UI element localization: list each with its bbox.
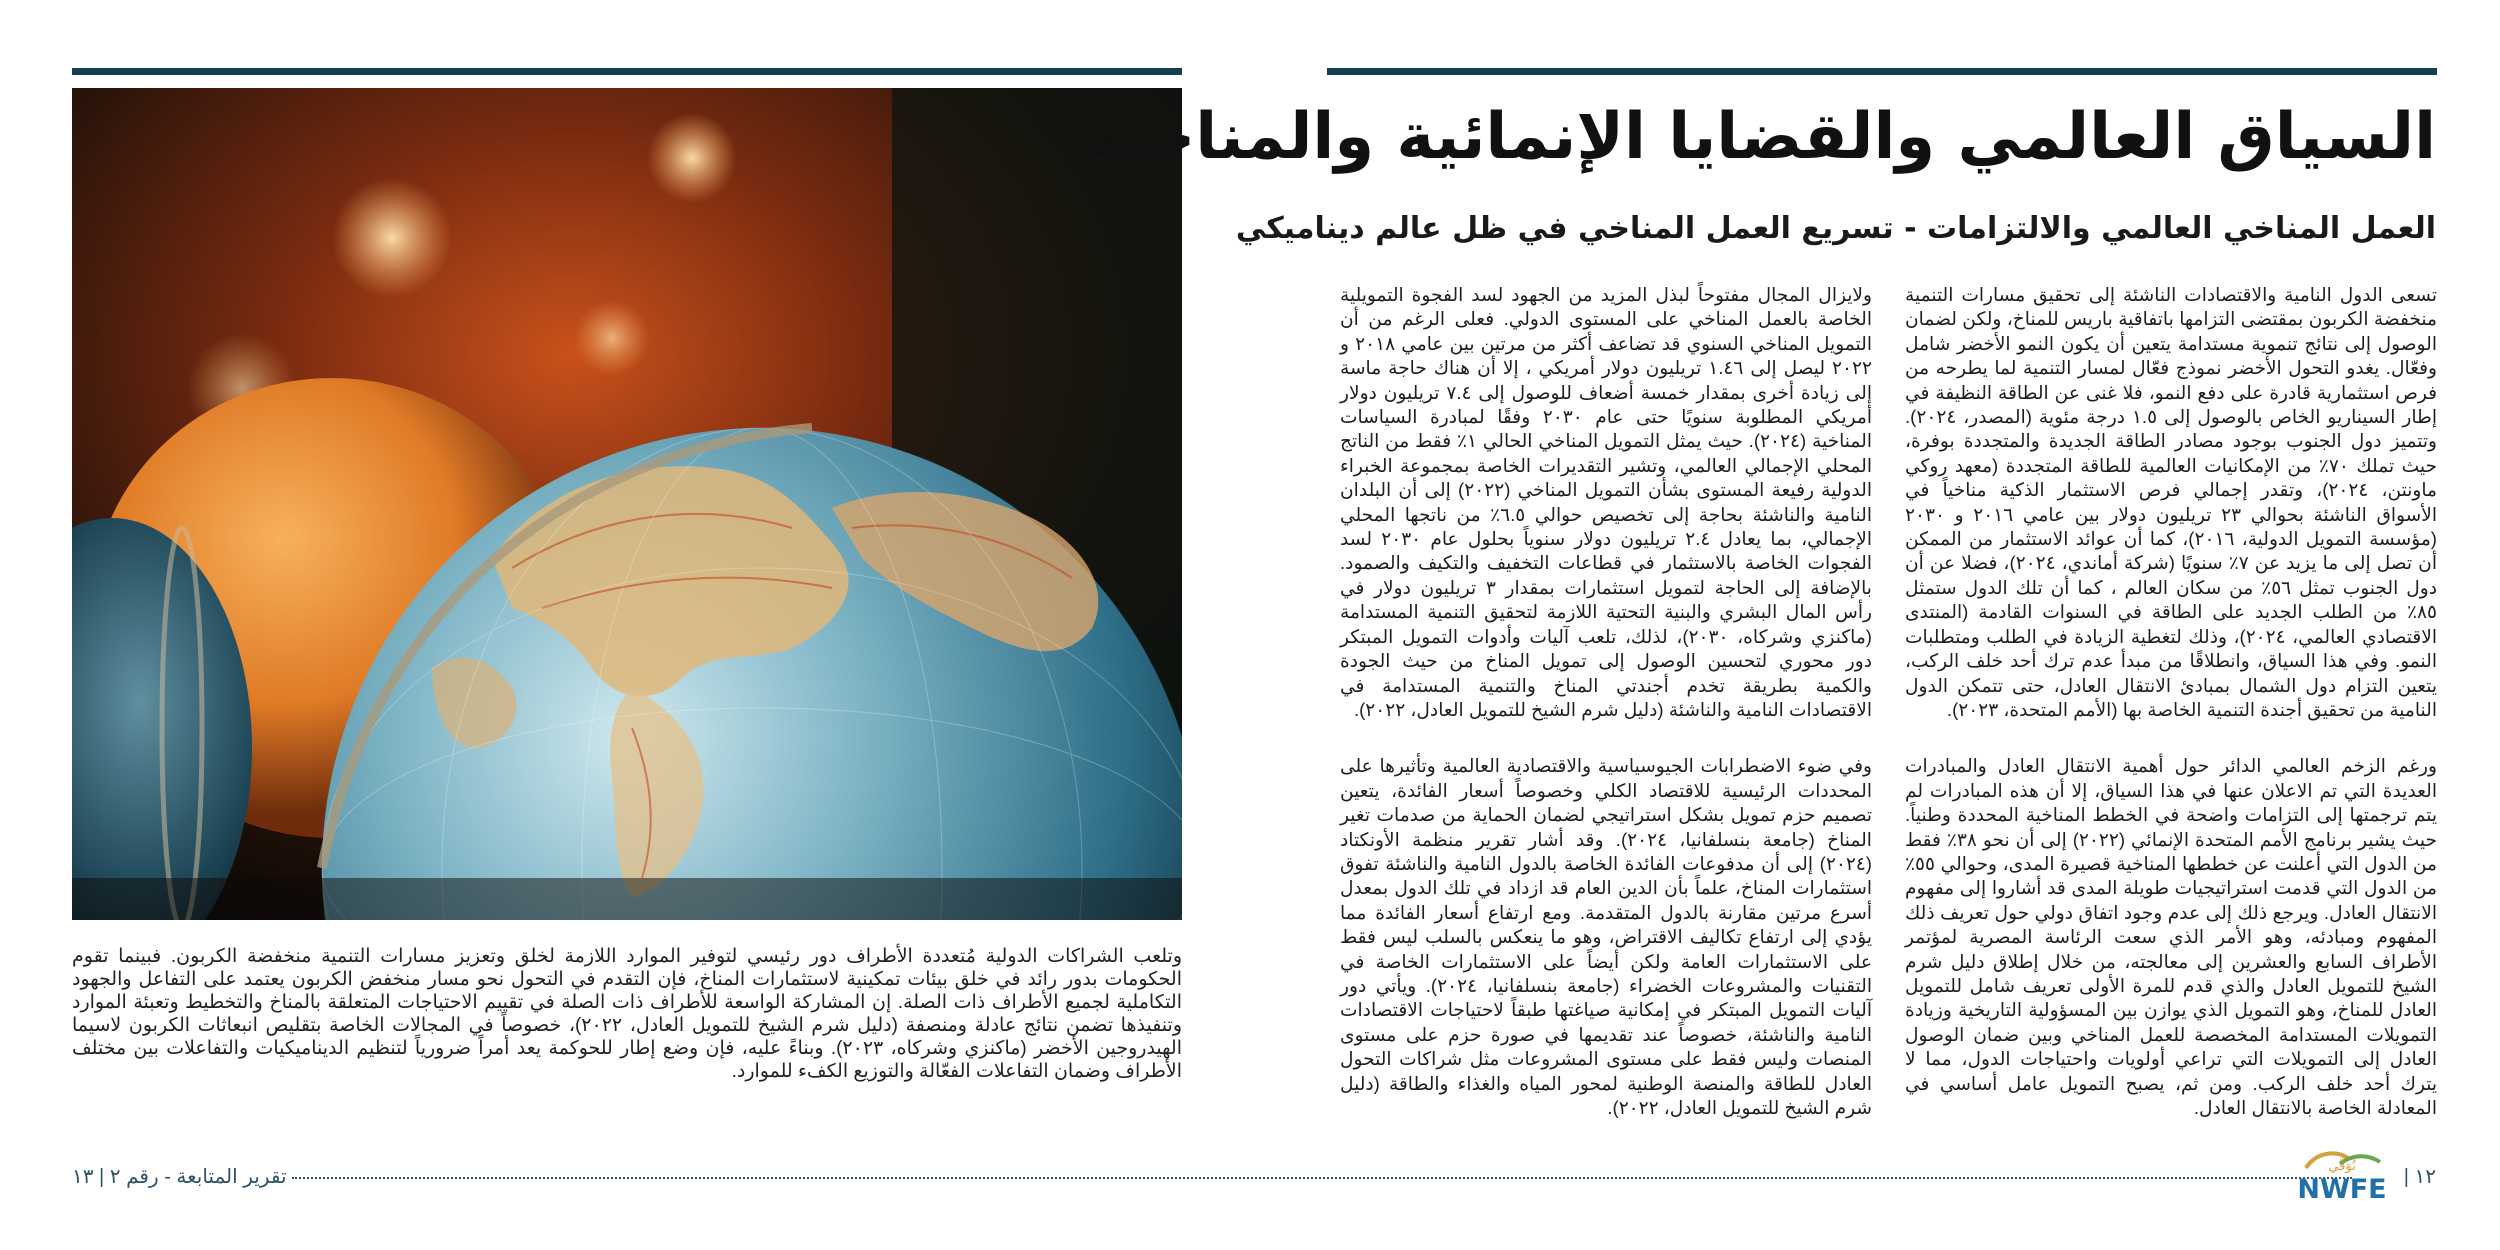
logo-text: NWFE	[2297, 1174, 2387, 1205]
globe-photo	[72, 88, 1182, 920]
paragraph: ولايزال المجال مفتوحاً لبذل المزيد من الجهود لسد الفجوة التمويلية الخاصة بالعمل المناخي على المستوى الدولي. فعلى الرغم من أن التمويل المناخي السنوي قد تضاعف أكثر من مرتين بين عامي ٢٠١٨ و ٢٠٢٢ ليصل إلى ١.٤٦ تريليون دولار أمريكي ، إلا أن هناك حاجة ماسة إلى زيادة أخرى بمقدار خمسة أضعاف للوصول إلى ٧.٤ تريليون دولار أمريكي المطلوبة سنويًا حتى عام ٢٠٣٠ وفقًا لمبادرة السياسات المناخية (٢٠٢٤). حيث يمثل التمويل المناخي الحالي ١٪ فقط من الناتج المحلي الإجمالي العالمي، وتشير التقديرات الخاصة بمجموعة الخبراء الدولية رفيعة المستوى بشأن التمويل المناخي (٢٠٢٢) إلى أن البلدان النامية والناشئة بحاجة إلى تخصيص حوالي ٦.٥٪ من ناتجها المحلي الإجمالي، بما يعادل ٢.٤ تريليون دولار سنوياً بحلول عام ٢٠٣٠ لسد الفجوات الخاصة بالاستثمار في قطاعات التخفيف والتكيف والصمود. بالإضافة إلى الحاجة لتمويل استثمارات بمقدار ٣ تريليون دولار في رأس المال البشري والبنية التحتية اللازمة لتحقيق التنمية المستدامة (ماكنزي وشركاه، ٢٠٣٠)، لذلك، تلعب آليات وأدوات التمويل المبتكر دور محوري لتحسين الوصول إلى تمويل المناخ من حيث الجودة والكمية بطريقة تخدم أجندتي المناخ والتنمية المستدامة في الاقتصادات النامية والناشئة (دليل شرم الشيخ للتمويل العادل، ٢٠٢٢).	[1340, 284, 1873, 720]
footer-divider	[292, 1177, 2352, 1179]
nwfe-logo	[2296, 1148, 2388, 1206]
paragraph: تسعى الدول النامية والاقتصادات الناشئة إلى تحقيق مسارات التنمية منخفضة الكربون بمقتضى التزامها باتفاقية باريس للمناخ، ولكن لضمان الوصول إلى نتائج تنموية مستدامة يتعين أن يكون النمو الأخضر شامل وفعّال. يغدو التحول الأخضر نموذج فعّال لمسار التنمية لما يطرحه من فرص استثمارية قادرة على دفع النمو، فلا غنى عن الطاقة النظيفة في إطار السيناريو الخاص بالوصول إلى ١.٥ درجة مئوية (المصدر، ٢٠٢٤). وتتميز دول الجنوب بوجود مصادر الطاقة الجديدة والمتجددة بوفرة، حيث تملك ٧٠٪ من الإمكانيات العالمية للطاقة المتجددة (معهد روكي ماونتن، ٢٠٢٤)، وتقدر إجمالي فرص الاستثمار الذكية مناخياً في الأسواق الناشئة بحوالي ٢٣ تريليون دولار بين عامي ٢٠١٦ و ٢٠٣٠ (مؤسسة التمويل الدولية، ٢٠١٦)، كما أن عوائد الاستثمار من الممكن أن تصل إلى ما يزيد عن ٧٪ سنويًا (شركة أماندي، ٢٠٢٤)، فضلا عن أن دول الجنوب تمثل ٥٦٪ من سكان العالم ، كما أن تلك الدول ستمثل ٨٥٪ من الطلب الجديد على الطاقة في السنوات القادمة (المنتدى الاقتصادي العالمي، ٢٠٢٤)، وذلك لتغطية الزيادة في الطلب ومتطلبات النمو. وفي هذا السياق، وانطلاقًا من مبدأ عدم ترك أحد خلف الركب، يتعين التزام دول الشمال بمبادئ الانتقال العادل، حتى تتمكن الدول النامية من تحقيق أجندة التنمية الخاصة بها (الأمم المتحدة، ٢٠٢٣).	[1905, 284, 2438, 720]
logo-arabic-text: نُوَفّي	[2328, 1159, 2356, 1174]
text-column-left	[1340, 283, 1872, 1152]
text-column-right	[1905, 283, 2437, 1152]
image-caption: وتلعب الشراكات الدولية مُتعددة الأطراف دور رئيسي لتوفير الموارد اللازمة لخلق وتعزيز مسارات التنمية منخفضة الكربون. فبينما تقوم الحكومات بدور رائد في خلق بيئات تمكينية لاستثمارات المناخ، فإن التقدم في التحول نحو مسار منخفض الكربون يعتمد على التفاعل والجهود التكاملية لجميع الأطراف ذات الصلة. إن المشاركة الواسعة للأطراف ذات الصلة في تقييم الاحتياجات المتعلقة بالمناخ والتخطيط وتعبئة الموارد وتنفيذها تضمن نتائج عادلة ومنصفة (دليل شرم الشيخ للتمويل العادل، ٢٠٢٢)، خصوصاً في المجالات الخاصة بتقليص انبعاثات الكربون لاسيما الهيدروجين الأخضر (ماكنزي وشركاه، ٢٠٢٣). وبناءً عليه، فإن وضع إطار للحوكمة يعد أمراً ضرورياً لتنظيم الديناميكيات والتفاعلات بين مختلف الأطراف وضمان التفاعلات الفعّالة والتوزيع الكفء للموارد.	[72, 946, 1182, 1082]
page-title: السياق العالمي والقضايا الإنمائية والمناخية	[1084, 100, 2436, 174]
paragraph: ورغم الزخم العالمي الدائر حول أهمية الانتقال العادل والمبادرات العديدة التي تم الاعلان عنها في هذا السياق، إلا أن هذه المبادرات لم يتم ترجمتها إلى التزامات واضحة في الخطط المناخية المحددة وطنياً. حيث يشير برنامج الأمم المتحدة الإنمائي (٢٠٢٢) إلى أن نحو ٣٨٪ فقط من الدول التي أعلنت عن خططها المناخية قصيرة المدى، وحوالي ٥٥٪ من الدول التي قدمت استراتيجيات طويلة المدى قد أشاروا إلى مفهوم الانتقال العادل. ويرجع ذلك إلى عدم وجود اتفاق دولي حول تعريف ذلك المفهوم ومبادئه، وهو الأمر الذي سعت الرئاسة المصرية لمؤتمر الأطراف السابع والعشرين إلى معالجته، من خلال إطلاق دليل شرم الشيخ للتمويل العادل والذي قدم للمرة الأولى تعريف شامل للتمويل العادل للمناخ، وهو التمويل الذي يوازن بين المسؤولية التاريخية وزيادة التمويلات المستدامة المخصصة للعمل المناخي وبين ضمان الوصول العادل إلى التمويلات التي تراعي أولويات واحتياجات الدول، مما لا يترك أحد خلف الركب. ومن ثم، يصبح التمويل عامل أساسي في المعادلة الخاصة بالانتقال العادل.	[1905, 755, 2437, 1118]
footer-page-number-right: | ١٢	[2403, 1166, 2436, 1188]
paragraph: وفي ضوء الاضطرابات الجيوسياسية والاقتصادية العالمية وتأثيرها على المحددات الرئيسية للاقتصاد الكلي وخصوصاً أسعار الفائدة، يتعين تصميم حزم تمويل بشكل استراتيجي لضمان الحماية من صدمات تغير المناخ (جامعة بنسلفانيا، ٢٠٢٤). وقد أشار تقرير منظمة الأونكتاد (٢٠٢٤) إلى أن مدفوعات الفائدة الخاصة بالدول النامية والناشئة تفوق استثمارات المناخ، علماً بأن الدين العام قد ازداد في تلك الدول بمعدل أسرع مرتين مقارنة بالدول المتقدمة. ومع ارتفاع أسعار الفائدة مما يؤدي إلى ارتفاع تكاليف الاقتراض، وهو ما ينعكس بالسلب ليس فقط على الاستثمارات العامة ولكن أيضاً على الاستثمارات الخاصة في التقنيات والمشروعات الخضراء (جامعة بنسلفانيا، ٢٠٢٤). ويأتي دور آليات التمويل المبتكر في إمكانية صياغتها طبقاً لاحتياجات الاقتصادات النامية والناشئة، خصوصاً عند تقديمها في صورة حزم على مستوى المنصات وليس فقط على مستوى المشروعات مثل شراكات التحول العادل للطاقة والمنصة الوطنية لمحور المياه والغذاء والطاقة (دليل شرم الشيخ للتمويل العادل، ٢٠٢٢).	[1340, 755, 1873, 1118]
page-subtitle: العمل المناخي العالمي والالتزامات - تسريع العمل المناخي في ظل عالم ديناميكي	[1235, 211, 2436, 246]
top-rule-right	[1327, 68, 2437, 75]
top-rule-left	[72, 68, 1182, 75]
footer-page-label-left: تقرير المتابعة - رقم ٢ | ١٣	[72, 1166, 287, 1188]
